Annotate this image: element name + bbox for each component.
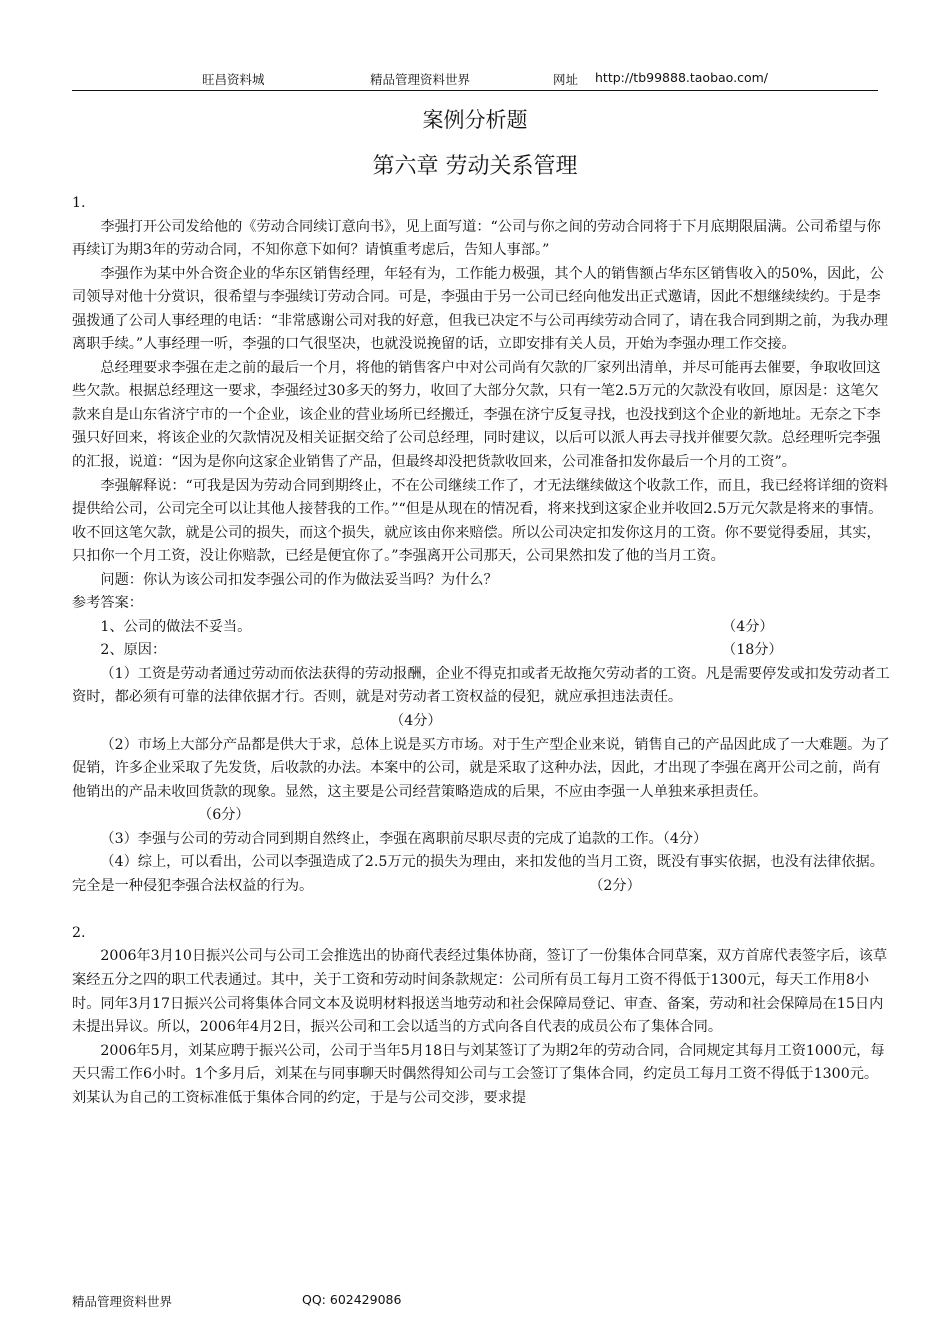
answer-label: 参考答案： — [72, 595, 143, 612]
footer-brand: 精品管理资料世界 — [72, 1294, 173, 1309]
header-url: http://tb99888.taobao.com/ — [595, 70, 768, 85]
reason-text: （2）市场上大部分产品都是供大于求，总体上说是买方市场。对于生产型企业来说，销售自己的产品因此成了一大难题。为了促销，许多企业采取了先发货，后收款的办法。本案中的公司，就是采取了这种办法，因此，才出现了李强在离开公司之前，尚有他销出的产品未收回货款的现象。显然，这主要是公司经营策略造成的后果，不应由李强一人单独来承担责任。 — [72, 736, 890, 800]
footer-qq: QQ: 602429086 — [302, 1292, 402, 1307]
reason-text: （3）李强与公司的劳动合同到期自然终止，李强在离职前尽职尽责的完成了追款的工作。 — [100, 830, 663, 847]
page-header — [72, 66, 878, 88]
chapter-title: 第六章 劳动关系管理 — [372, 154, 578, 179]
case-1-paragraph: 李强作为某中外合资企业的华东区销售经理，年轻有为，工作能力极强，其个人的销售额占华东区销售收入的50%，因此，公司领导对他十分赏识，很希望与李强续订劳动合同。可是，李强由于另一公司已经向他发出正式邀请，因此不想继续续约。于是李强拨通了公司人事经理的电话：“非常感谢公司对我的好意，但我已决定不与公司再续劳动合同了，请在我合同到期之前，为我办理离职手续。”人事经理一听，李强的口气很坚决，也就没说挽留的话，立即安排有关人员，开始为李强办理工作交接。 — [72, 265, 888, 353]
header-brand: 精品管理资料世界 — [370, 72, 471, 87]
reason-item — [72, 734, 890, 828]
answer-score: （4分） — [722, 618, 774, 635]
answer-item — [72, 616, 890, 640]
header-divider — [72, 90, 878, 91]
reason-score: （6分） — [198, 807, 250, 824]
header-shop-name: 旺昌资料城 — [202, 72, 265, 87]
reason-score: （2分） — [589, 877, 641, 894]
page-footer — [72, 1292, 878, 1312]
reason-item — [72, 663, 890, 734]
case-1-paragraph: 李强打开公司发给他的《劳动合同续订意向书》，见上面写道：“公司与你之间的劳动合同将于下月底期限届满。公司希望与你再续订为期3年的劳动合同，不知你意下如何？请慎重考虑后，告知人事部。” — [72, 218, 881, 259]
case-2-paragraph: 2006年3月10日振兴公司与公司工会推选出的协商代表经过集体协商，签订了一份集体合同草案，双方首席代表签字后，该草案经五分之四的职工代表通过。其中，关于工资和劳动时间条款规定：公司所有员工每月工资不得低于1300元，每天工作用8小时。同年3月17日振兴公司将集体合同文本及说明材料报送当地劳动和社会保障局登记、审查、备案，劳动和社会保障局在15日内未提出异议。所以，2006年4月2日，振兴公司和工会以适当的方式向各自代表的成员公布了集体合同。 — [72, 948, 888, 1036]
case-2-paragraph: 2006年5月，刘某应聘于振兴公司，公司于当年5月18日与刘某签订了为期2年的劳动合同，合同规定其每月工资1000元，每天只需工作6小时。1个多月后，刘某在与同事聊天时偶然得知公司与工会签订了集体合同，约定员工每月工资不得低于1300元。刘某认为自己的工资标准低于集体合同的约定，于是与公司交涉，要求提 — [72, 1042, 885, 1106]
document-body — [72, 192, 890, 1110]
reason-text: （4）综上，可以看出，公司以李强造成了2.5万元的损失为理由，来扣发他的当月工资，既没有事实依据，也没有法律依据。完全是一种侵犯李强合法权益的行为。 — [72, 854, 884, 894]
reason-text: （1）工资是劳动者通过劳动而依法获得的劳动报酬，企业不得克扣或者无故拖欠劳动者的工资。凡是需要停发或扣发劳动者工资时，都必须有可靠的法律依据才行。否则，就是对劳动者工资权益的侵犯，就应承担违法责任。 — [72, 665, 890, 706]
case-2-number: 2. — [72, 924, 86, 941]
answer-text: 2、原因： — [100, 642, 167, 659]
reason-item — [72, 851, 890, 898]
reason-item — [72, 828, 890, 852]
header-url-label: 网址 — [553, 72, 579, 87]
case-1-question: 问题：你认为该公司扣发李强公司的作为做法妥当吗？为什么？ — [100, 571, 498, 588]
case-1-paragraph: 总经理要求李强在走之前的最后一个月，将他的销售客户中对公司尚有欠款的厂家列出清单，并尽可能再去催要，争取收回这些欠款。根据总经理这一要求，李强经过30多天的努力，收回了大部分欠款，只有一笔2.5万元的欠款没有收回，原因是：这笔欠款来自是山东省济宁市的一个企业，该企业的营业场所已经搬迁，李强在济宁反复寻找，也没找到这个企业的新地址。无奈之下李强只好回来，将该企业的欠款情况及相关证据交给了公司总经理，同时建议，以后可以派人再去寻找并催要欠款。总经理听完李强的汇报，说道：“因为是你向这家企业销售了产品，但最终却没把货款收回来，公司准备扣发你最后一个月的工资”。 — [72, 359, 881, 471]
answer-score: （18分） — [722, 642, 783, 659]
case-1-number: 1. — [72, 195, 86, 211]
answer-item — [72, 639, 890, 663]
page-title: 案例分析题 — [422, 108, 528, 132]
reason-score: （4分） — [662, 830, 708, 847]
answer-text: 1、公司的做法不妥当。 — [100, 618, 252, 635]
reason-score: （4分） — [390, 713, 442, 730]
case-1-paragraph: 李强解释说：“可我是因为劳动合同到期终止，不在公司继续工作了，才无法继续做这个收款工作，而且，我已经将详细的资料提供给公司，公司完全可以让其他人接替我的工作。”“但是从现在的情况看，将来找到这家企业并收回2.5万元欠款是将来的事情。收不回这笔欠款，就是公司的损失，而这个损失，就应该由你来赔偿。所以公司决定扣发你这月的工资。你不要觉得委屈，其实，只扣你一个月工资，没让你赔款，已经是便宜你了。”李强离开公司那天，公司果然扣发了他的当月工资。 — [72, 477, 888, 565]
